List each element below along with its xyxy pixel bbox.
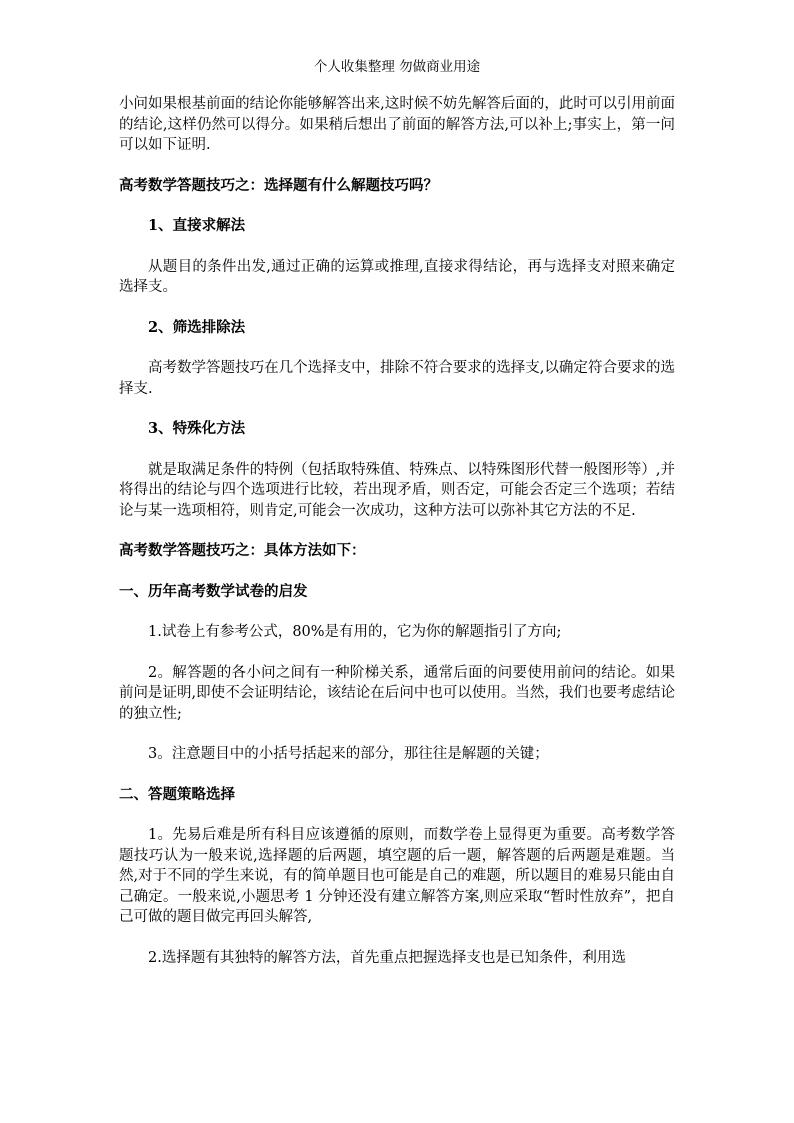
document-body: [119, 94, 675, 968]
section-heading: 一、历年高考数学试卷的启发: [119, 582, 308, 600]
paragraph: 3。注意题目中的小括号括起来的部分，那往往是解题的关键；: [148, 746, 549, 762]
paragraph: 小问如果根基前面的结论你能够解答出来,这时候不妨先解答后面的，此时可以引用前面的结论,这样仍然可以得分。如果稍后想出了前面的解答方法,可以补上;事实上，第一问可以如下证明.: [119, 96, 675, 153]
subsection-heading: 2、筛选排除法: [148, 318, 246, 336]
paragraph: 1.试卷上有参考公式，80%是有用的，它为你的解题指引了方向;: [148, 624, 562, 640]
paragraph: 1。先易后难是所有科目应该遵循的原则，而数学卷上显得更为重要。高考数学答题技巧认为一般来说,选择题的后两题，填空题的后一题，解答题的后两题是难题。当然,对于不同的学生来说，有的简单题目也可能是自己的难题，所以题目的难易只能由自己确定。一般来说,小题思考 1 分钟还没有建立解答方案,则应采取“暂时性放弃”，把自己可做的题目做完再回头解答,: [119, 827, 675, 925]
paragraph: 就是取满足条件的特例（包括取特殊值、特殊点、以特殊图形代替一般图形等）,并将得出的结论与四个选项进行比较，若出现矛盾，则否定，可能会否定三个选项；若结论与某一选项相符，则肯定,可能会一次成功，这种方法可以弥补其它方法的不足.: [119, 461, 675, 519]
paragraph: 2.选择题有其独特的解答方法，首先重点把握选择支也是已知条件，利用选: [148, 949, 626, 966]
subsection-heading: 3、特殊化方法: [148, 420, 246, 437]
paragraph: 高考数学答题技巧在几个选择支中，排除不符合要求的选择支,以确定符合要求的选择支.: [119, 360, 675, 397]
paragraph: 2。解答题的各小问之间有一种阶梯关系，通常后面的问要使用前问的结论。如果前问是证明,即使不会证明结论，该结论在后问中也可以使用。当然，我们也要考虑结论的独立性;: [119, 664, 675, 722]
section-heading: 高考数学答题技巧之：选择题有什么解题技巧吗？: [119, 176, 438, 194]
paragraph: 从题目的条件出发,通过正确的运算或推理,直接求得结论，再与选择支对照来确定选择支。: [119, 258, 675, 295]
page-header: 个人收集整理 勿做商业用途: [313, 59, 481, 75]
subsection-heading: 1、直接求解法: [148, 217, 246, 234]
section-heading: 高考数学答题技巧之：具体方法如下：: [119, 542, 366, 559]
section-heading: 二、答题策略选择: [119, 785, 235, 803]
